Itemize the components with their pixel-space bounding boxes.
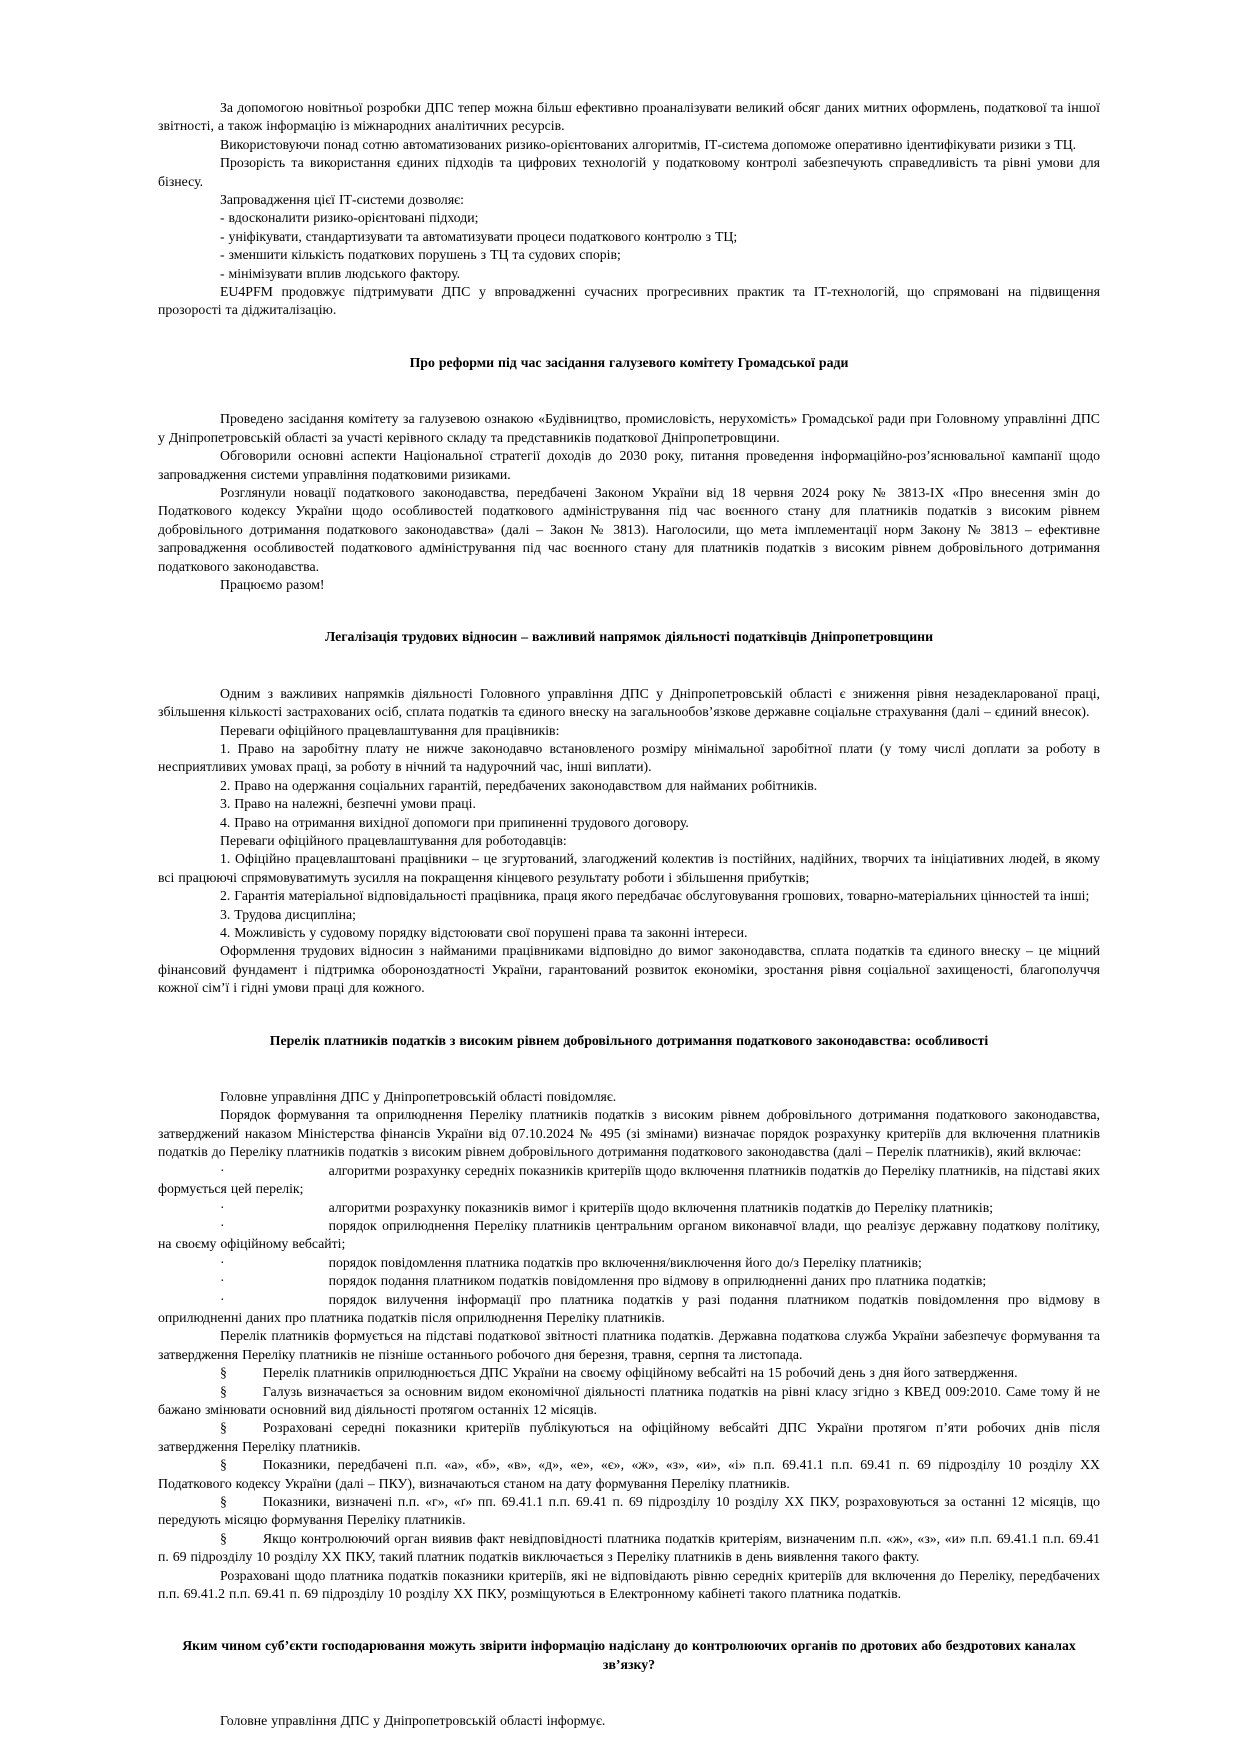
section-sign-marker: § [220, 1420, 227, 1436]
paragraph: 3. Право на належні, безпечні умови праці. [220, 796, 476, 812]
list-item-text: порядок вилучення інформації про платника податків у разі подання платником податків повідомлення про відмову в оприлюдненні даних про платника податків після оприлюднення Переліку платників. [158, 1291, 1100, 1325]
bullet-marker: · [220, 1273, 225, 1289]
list-item-text: Перелік платників оприлюднюється ДПС України на своєму офіційному вебсайті на 15 робочий день з дня його затвердження. [262, 1365, 1018, 1381]
paragraph: - зменшити кількість податкових порушень з ТЦ та судових спорів; [220, 247, 621, 263]
section-sign-marker: § [220, 1383, 227, 1399]
paragraph: 4. Можливість у судовому порядку відстоювати свої порушені права та законні інтереси. [220, 925, 748, 941]
paragraph: Переваги офіційного працевлаштування для працівників: [220, 722, 560, 738]
paragraph: Одним з важливих напрямків діяльності Головного управління ДПС у Дніпропетровській області є зниження рівня незадекларованої праці, збільшення кількості застрахованих осіб, сплата податків та єдиного внеску на загальнообов’язкове державне соціальне страхування (далі – єдиний внесок). [158, 685, 1100, 720]
paragraph: - уніфікувати, стандартизувати та автоматизувати процеси податкового контролю з ТЦ; [220, 228, 738, 244]
bullet-marker: · [220, 1291, 225, 1307]
clause-list-item [158, 1419, 1100, 1456]
paragraph: Обговорили основні аспекти Національної стратегії доходів до 2030 року, питання проведення інформаційно-роз’яснювальної кампанії щодо запровадження системи управління податковими ризиками. [158, 448, 1100, 482]
section-heading: Про реформи під час засідання галузевого комітету Громадської ради [409, 354, 849, 370]
list-item-text: Показники, передбачені п.п. «а», «б», «в», «д», «е», «є», «ж», «з», «и», «і» п.п. 69.41.1 п.п. 69.41 п. 69 підрозділу 10 розділу ХХ Податкового кодексу України (далі – ПКУ), визначаються станом на дату формування Переліку платників. [158, 1457, 1100, 1491]
list-item-text: Галузь визначається за основним видом економічної діяльності платника податків на рівні класу згідно з КВЕД 009:2010. Саме тому й не бажано змінювати основний вид діяльності протягом останніх 12 місяців. [158, 1383, 1100, 1417]
clause-list-item [158, 1493, 1100, 1530]
paragraph: Працюємо разом! [220, 576, 325, 592]
bullet-list-item [158, 1291, 1100, 1328]
paragraph: За допомогою новітньої розробки ДПС тепер можна більш ефективно проаналізувати великий обсяг даних митних оформлень, податкової та іншої звітності, а також інформацію із міжнародних аналітичних ресурсів. [158, 100, 1100, 134]
paragraph: 2. Право на одержання соціальних гарантій, передбачених законодавством для найманих робітників. [220, 777, 818, 793]
clause-list-item [158, 1364, 1100, 1382]
paragraph: Розглянули новації податкового законодавства, передбачені Законом України від 18 червня 2024 року № 3813-IX «Про внесення змін до Податкового кодексу України щодо особливостей податкового адміністрування під час воєнного стану для платників податків з високим рівнем добровільного дотримання податкового законодавства» (далі – Закон № 3813). Наголосили, що мета імплементації норм Закону № 3813 – ефективне запровадження особливостей податкового адміністрування під час воєнного стану для платників податків з високим рівнем добровільного дотримання податкового законодавства. [158, 484, 1100, 574]
paragraph: - вдосконалити ризико-орієнтовані підходи; [220, 210, 479, 226]
paragraph: EU4PFM продовжує підтримувати ДПС у впровадженні сучасних прогресивних практик та ІТ-технологій, що спрямовані на підвищення прозорості та діджиталізацію. [158, 284, 1100, 318]
paragraph: 3. Трудова дисципліна; [220, 906, 357, 922]
list-item-text: порядок повідомлення платника податків про включення/виключення його до/з Переліку платників; [328, 1254, 922, 1270]
document-page [158, 99, 1100, 1731]
paragraph: Головне управління ДПС у Дніпропетровській області повідомляє. [220, 1089, 617, 1105]
section-sign-marker: § [220, 1530, 227, 1546]
clause-list-item [158, 1383, 1100, 1420]
list-item-text: порядок подання платником податків повідомлення про відмову в оприлюдненні даних про платника податків; [328, 1273, 987, 1289]
list-item-text: порядок оприлюднення Переліку платників центральним органом виконавчої влади, що реалізує державну податкову політику, на своєму офіційному вебсайті; [158, 1217, 1100, 1252]
paragraph: Проведено засідання комітету за галузевою ознакою «Будівництво, промисловість, нерухомість» Громадської ради при Головному управлінні ДПС у Дніпропетровській області за участі керівного складу та представників податкової Дніпропетровщини. [158, 411, 1100, 445]
list-item-text: алгоритми розрахунку показників вимог і критеріїв щодо включення платників податків до Переліку платників; [328, 1199, 994, 1215]
list-item-text: Розраховані середні показники критеріїв публікуються на офіційному вебсайті ДПС України протягом п’яти робочих днів після затвердження Переліку платників. [158, 1420, 1100, 1454]
list-item-text: алгоритми розрахунку середніх показників критеріїв щодо включення платників податків до Переліку платників, на підставі яких формується цей перелік; [158, 1162, 1100, 1197]
paragraph: Використовуючи понад сотню автоматизованих ризико-орієнтованих алгоритмів, ІТ-система допоможе оперативно ідентифікувати ризики з ТЦ. [220, 136, 1077, 152]
clause-list-item [158, 1530, 1100, 1567]
paragraph: Головне управління ДПС у Дніпропетровській області інформує. [220, 1713, 606, 1729]
paragraph: Розраховані щодо платника податків показники критеріїв, які не відповідають рівню середніх критеріїв для включення до Переліку, передбачених п.п. 69.41.2 п.п. 69.41 п. 69 підрозділу 10 розділу ХХ ПКУ, розміщуються в Електронному кабінеті такого платника податків. [158, 1567, 1100, 1602]
bullet-marker: · [220, 1199, 225, 1215]
paragraph: Порядок формування та оприлюднення Переліку платників податків з високим рівнем добровільного дотримання податкового законодавства, затверджений наказом Міністерства фінансів України від 07.10.2024 № 495 (зі змінами) визначає порядок розрахунку критеріїв для включення платників податків до Переліку платників податків з високим рівнем добровільного дотримання податкового законодавства (далі – Перелік платників), який включає: [158, 1107, 1100, 1160]
paragraph: 1. Право на заробітну плату не нижче законодавчо встановленого розміру мінімальної заробітної плати (у тому числі доплати за роботу в несприятливих умовах праці, за роботу в нічний та надурочний час, інші виплати). [158, 740, 1100, 775]
bullet-list-item [158, 1254, 1100, 1272]
bullet-marker: · [220, 1217, 225, 1233]
paragraph: Переваги офіційного працевлаштування для роботодавців: [220, 833, 567, 848]
bullet-list-item [158, 1199, 1100, 1217]
paragraph: 4. Право на отримання вихідної допомоги при припиненні трудового договору. [220, 814, 689, 830]
bullet-marker: · [220, 1162, 225, 1178]
section-heading: Легалізація трудових відносин – важливий напрямок діяльності податківців Дніпропетровщини [324, 629, 934, 645]
paragraph: - мінімізувати вплив людського фактору. [220, 265, 461, 281]
paragraph: 1. Офіційно працевлаштовані працівники – це згуртований, злагоджений колектив із постійних, надійних, творчих та ініціативних людей, в якому всі працюючі спрямовуватимуть зусилля на покращення кінцевого результату роботи і збільшення прибутків; [158, 851, 1100, 885]
section-heading: Перелік платників податків з високим рівнем добровільного дотримання податкового законодавства: особливості [269, 1032, 989, 1048]
bullet-list-item [158, 1272, 1100, 1290]
list-item-text: Показники, визначені п.п. «г», «ґ» пп. 69.41.1 п.п. 69.41 п. 69 підрозділу 10 розділу ХХ ПКУ, розраховуються за останні 12 місяців, що передують місяцю формування Переліку платників. [158, 1494, 1100, 1528]
clause-list-item [158, 1456, 1100, 1493]
paragraph: Запровадження цієї ІТ-системи дозволяє: [220, 192, 464, 208]
paragraph: 2. Гарантія матеріальної відповідальності працівника, праця якого передбачає обслуговування грошових, товарно-матеріальних цінностей та інші; [220, 888, 1090, 904]
section-sign-marker: § [220, 1457, 227, 1473]
paragraph: Прозорість та використання єдиних підходів та цифрових технологій у податковому контролі забезпечують справедливість та рівні умови для бізнесу. [158, 155, 1100, 189]
paragraph: Перелік платників формується на підставі податкової звітності платника податків. Державна податкова служба України забезпечує формування та затвердження Переліку платників не пізніше останнього робочого дня березня, травня, серпня та листопада. [158, 1328, 1100, 1362]
section-sign-marker: § [220, 1365, 227, 1381]
section-sign-marker: § [220, 1494, 227, 1509]
bullet-marker: · [220, 1254, 225, 1270]
bullet-list-item [158, 1217, 1100, 1254]
bullet-list-item [158, 1162, 1100, 1199]
section-heading: Яким чином суб’єкти господарювання можуть звірити інформацію надіслану до контролюючих органів по дротових або бездротових каналах зв’язку? [182, 1638, 1076, 1672]
paragraph: Оформлення трудових відносин з найманими працівниками відповідно до вимог законодавства, сплата податків та єдиного внеску – це міцний фінансовий фундамент і підтримка обороноздатності України, гарантований розвиток економіки, зростання рівня соціальної захищеності, благополуччя кожної сім’ї і гідні умови праці для кожного. [158, 943, 1100, 996]
list-item-text: Якщо контролюючий орган виявив факт невідповідності платника податків критеріям, визначеним п.п. «ж», «з», «и» п.п. 69.41.1 п.п. 69.41 п. 69 підрозділу 10 розділу ХХ ПКУ, такий платник податків виключається з Переліку платників в день виявлення такого факту. [158, 1530, 1100, 1565]
